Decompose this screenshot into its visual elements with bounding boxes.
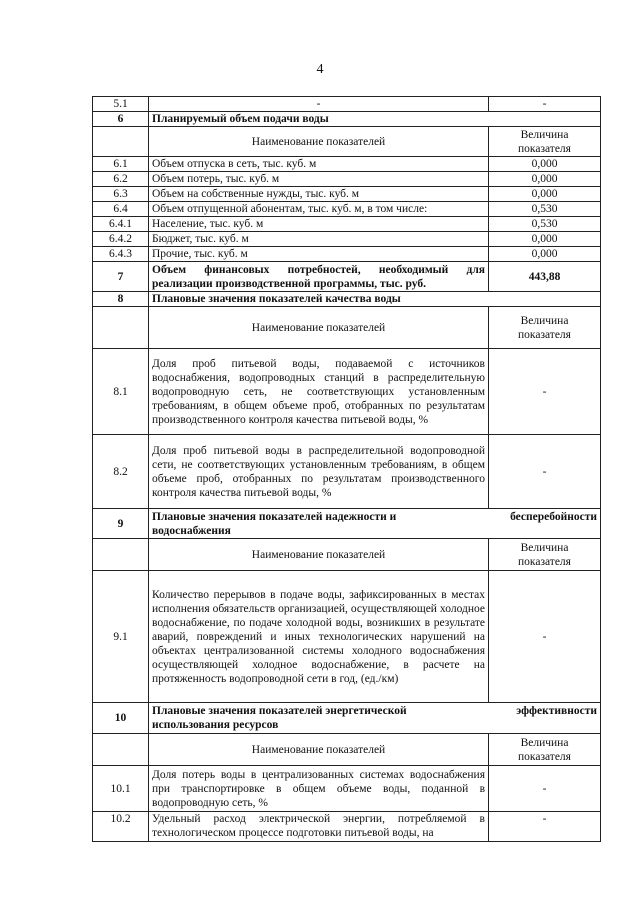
row-name: Доля проб питьевой воды, подаваемой с источников водоснабжения, водопроводных станций в распределительную водопроводную сеть, не соответствующих установленным требованиям, в общем объеме проб, отобранных по результатам производственного контроля качества питьевой воды, % [149, 349, 489, 435]
row-value: 0,000 [489, 157, 601, 172]
section-row [93, 292, 601, 307]
row-number: 8.1 [93, 349, 149, 435]
header-row [93, 127, 601, 157]
row-name: Объем на собственные нужды, тыс. куб. м [149, 187, 489, 202]
row-number: 5.1 [93, 97, 149, 112]
row-name: Бюджет, тыс. куб. м [149, 232, 489, 247]
row-name: Прочие, тыс. куб. м [149, 247, 489, 262]
row-name: Население, тыс. куб. м [149, 217, 489, 232]
header-name: Наименование показателей [149, 127, 489, 157]
header-value: Величина показателя [489, 307, 601, 349]
row-number: 6.4.2 [93, 232, 149, 247]
row-name: Объем отпуска в сеть, тыс. куб. м [149, 157, 489, 172]
header-value: Величина показателя [489, 734, 601, 766]
row-number: 6.2 [93, 172, 149, 187]
row-value: 0,530 [489, 202, 601, 217]
header-name: Наименование показателей [149, 734, 489, 766]
table-row [93, 97, 601, 112]
table-row [93, 232, 601, 247]
row-value: - [489, 435, 601, 509]
row-value: - [489, 97, 601, 112]
row-name: Доля проб питьевой воды в распределительной водопроводной сети, не соответствующих установленным требованиям, в общем объеме проб, отобранных по результатам производственного контроля качества питьевой воды, % [149, 435, 489, 509]
row-name: Количество перерывов в подаче воды, зафиксированных в местах исполнения обязательств организацией, осуществляющей холодное водоснабжение, по подаче холодной воды, возникших в результате аварий, повреждений и иных технологических нарушений на объектах централизованной системы холодного водоснабжения осуществляющей холодное водоснабжение, в расчете на протяженность водопроводной сети в год, (ед./км) [149, 571, 489, 703]
section-number: 9 [93, 509, 149, 539]
table-row [93, 812, 601, 842]
row-number: 6.4 [93, 202, 149, 217]
table-row [93, 571, 601, 703]
section-number: 8 [93, 292, 149, 307]
row-number: 6.1 [93, 157, 149, 172]
row-value: - [489, 349, 601, 435]
row-value: 0,000 [489, 172, 601, 187]
header-row [93, 539, 601, 571]
row-value: - [489, 812, 601, 842]
table-row [93, 202, 601, 217]
row-value: 0,000 [489, 187, 601, 202]
table-row [93, 247, 601, 262]
table-row [93, 435, 601, 509]
header-name: Наименование показателей [149, 539, 489, 571]
table-row [93, 187, 601, 202]
indicators-table [92, 96, 601, 842]
row-number: 6.3 [93, 187, 149, 202]
section-value: 443,88 [489, 262, 601, 292]
header-row [93, 307, 601, 349]
row-name: Объем отпущенной абонентам, тыс. куб. м, в том числе: [149, 202, 489, 217]
section-title: Плановые значения показателей качества воды [149, 292, 601, 307]
header-value: Величина показателя [489, 127, 601, 157]
section-number: 6 [93, 112, 149, 127]
row-value: 0,530 [489, 217, 601, 232]
table-row [93, 172, 601, 187]
section-title: Плановые значения показателей энергетической эффективности использования ресурсов [149, 703, 601, 734]
row-value: - [489, 766, 601, 812]
table-row [93, 157, 601, 172]
row-name: - [149, 97, 489, 112]
section-number: 10 [93, 703, 149, 734]
section-row [93, 509, 601, 539]
section-row [93, 112, 601, 127]
row-value: - [489, 571, 601, 703]
row-number: 9.1 [93, 571, 149, 703]
row-number: 6.4.3 [93, 247, 149, 262]
section-title: Объем финансовых потребностей, необходимый для реализации производственной программы, тыс. руб. [149, 262, 489, 292]
row-name: Удельный расход электрической энергии, потребляемой в технологическом процессе подготовки питьевой воды, на [149, 812, 489, 842]
table-row [93, 217, 601, 232]
row-number: 10.1 [93, 766, 149, 812]
page-number: 4 [316, 62, 324, 77]
section-row [93, 703, 601, 734]
row-value: 0,000 [489, 247, 601, 262]
section-title: Планируемый объем подачи воды [149, 112, 601, 127]
row-name: Доля потерь воды в централизованных системах водоснабжения при транспортировке в общем объеме воды, поданной в водопроводную сеть, % [149, 766, 489, 812]
table-row [93, 349, 601, 435]
header-value: Величина показателя [489, 539, 601, 571]
row-number: 6.4.1 [93, 217, 149, 232]
section-title: Плановые значения показателей надежности и бесперебойности водоснабжения [149, 509, 601, 539]
row-name: Объем потерь, тыс. куб. м [149, 172, 489, 187]
header-name: Наименование показателей [149, 307, 489, 349]
header-row [93, 734, 601, 766]
table-row [93, 766, 601, 812]
section-row [93, 262, 601, 292]
row-value: 0,000 [489, 232, 601, 247]
section-number: 7 [93, 262, 149, 292]
row-number: 8.2 [93, 435, 149, 509]
row-number: 10.2 [93, 812, 149, 842]
